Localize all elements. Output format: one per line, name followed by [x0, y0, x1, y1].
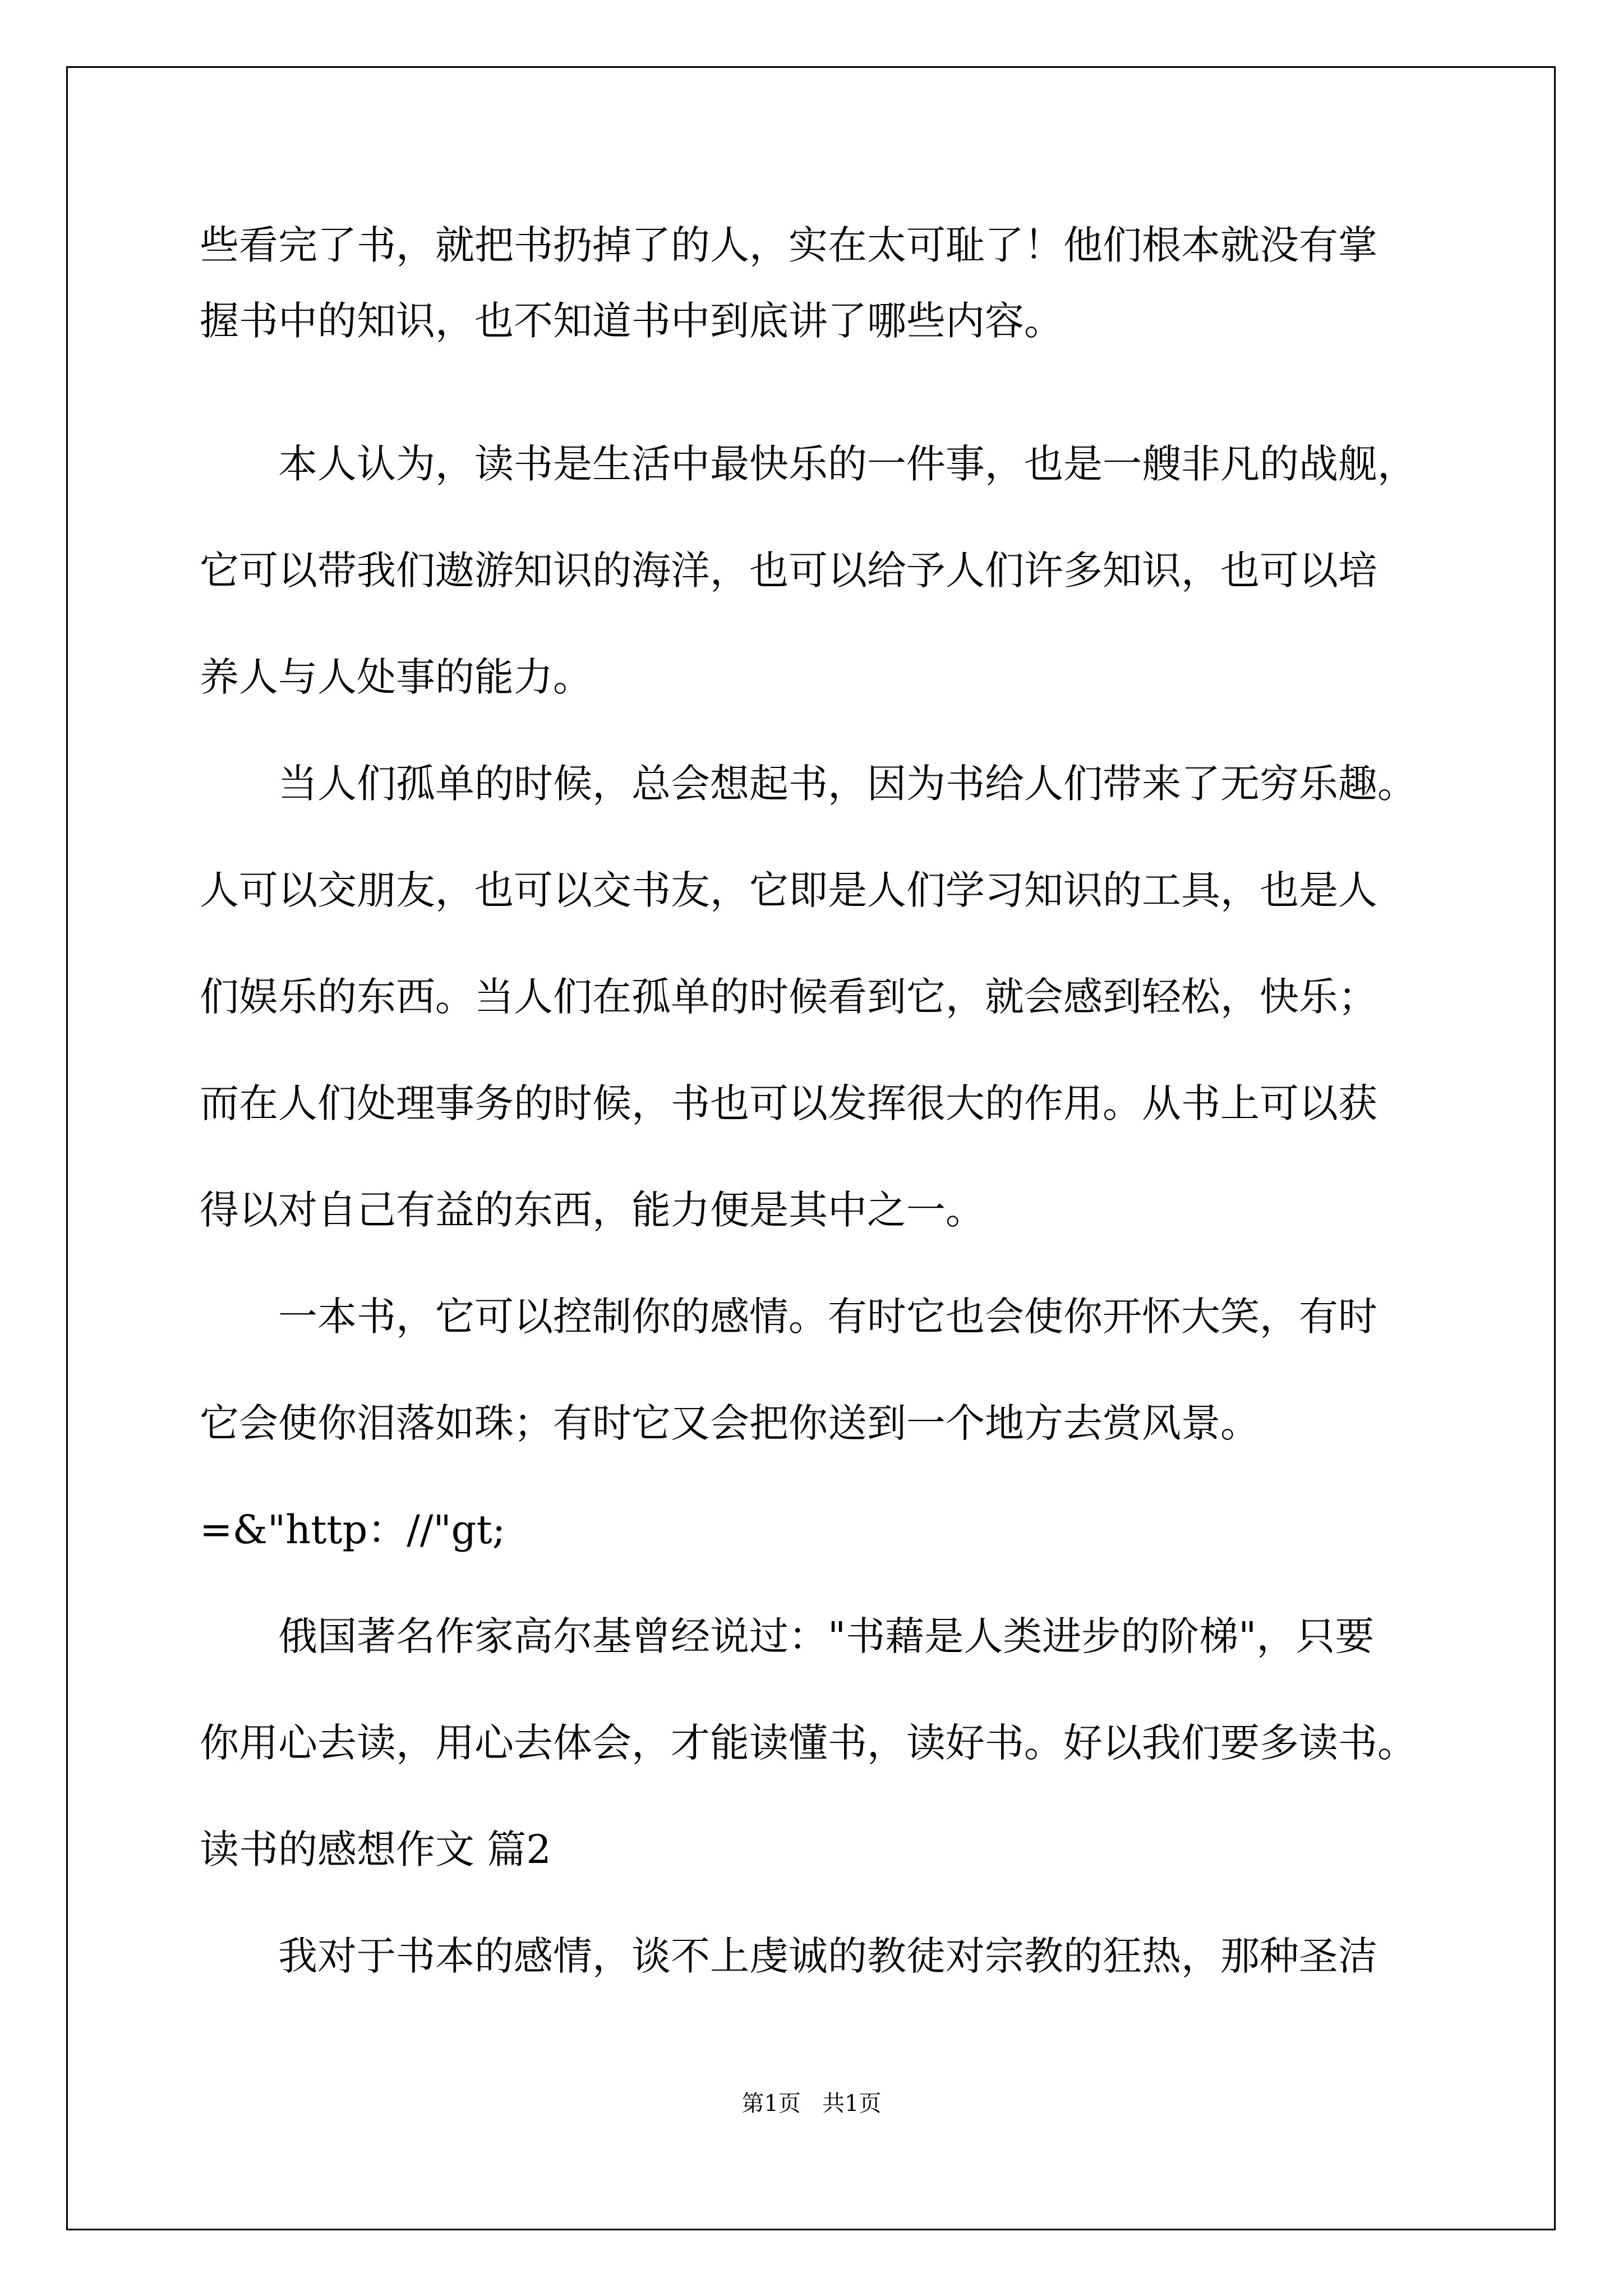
text-line-12: 它会使你泪落如珠；有时它又会把你送到一个地方去赏风景。 — [200, 1400, 1260, 1446]
text-line-17: 我对于书本的感情，谈不上虔诚的教徒对宗教的狂热，那种圣洁 — [200, 1933, 1377, 1979]
page-number: 第1页 — [741, 2091, 801, 2116]
text-line-3: 本人认为，读书是生活中最快乐的一件事，也是一艘非凡的战舰， — [200, 441, 1417, 487]
page-border — [66, 66, 1556, 2230]
page-footer — [0, 2092, 1623, 2115]
page-total: 共1页 — [822, 2091, 882, 2116]
text-line-1: 些看完了书，就把书扔掉了的人，实在太可耻了！他们根本就没有掌 — [200, 222, 1377, 268]
text-line-9: 而在人们处理事务的时候，书也可以发挥很大的作用。从书上可以获 — [200, 1080, 1377, 1126]
text-line-10: 得以对自己有益的东西，能力便是其中之一。 — [200, 1187, 985, 1233]
text-line-15: 你用心去读，用心去体会，才能读懂书，读好书。好以我们要多读书。 — [200, 1720, 1417, 1766]
text-line-13: =&"http：//"gt; — [200, 1507, 506, 1553]
text-line-8: 们娱乐的东西。当人们在孤单的时候看到它，就会感到轻松，快乐； — [200, 974, 1377, 1020]
text-line-4: 它可以带我们遨游知识的海洋，也可以给予人们许多知识，也可以培 — [200, 547, 1377, 593]
text-line-6: 当人们孤单的时候，总会想起书，因为书给人们带来了无穷乐趣。 — [200, 761, 1417, 807]
text-line-11: 一本书，它可以控制你的感情。有时它也会使你开怀大笑，有时 — [200, 1294, 1377, 1340]
text-line-14: 俄国著名作家高尔基曾经说过："书藉是人类进步的阶梯"，只要 — [200, 1613, 1375, 1659]
text-line-5: 养人与人处事的能力。 — [200, 654, 592, 700]
text-line-2: 握书中的知识，也不知道书中到底讲了哪些内容。 — [200, 298, 1063, 344]
section-heading: 读书的感想作文 篇2 — [200, 1826, 551, 1872]
text-line-7: 人可以交朋友，也可以交书友，它即是人们学习知识的工具，也是人 — [200, 867, 1377, 913]
